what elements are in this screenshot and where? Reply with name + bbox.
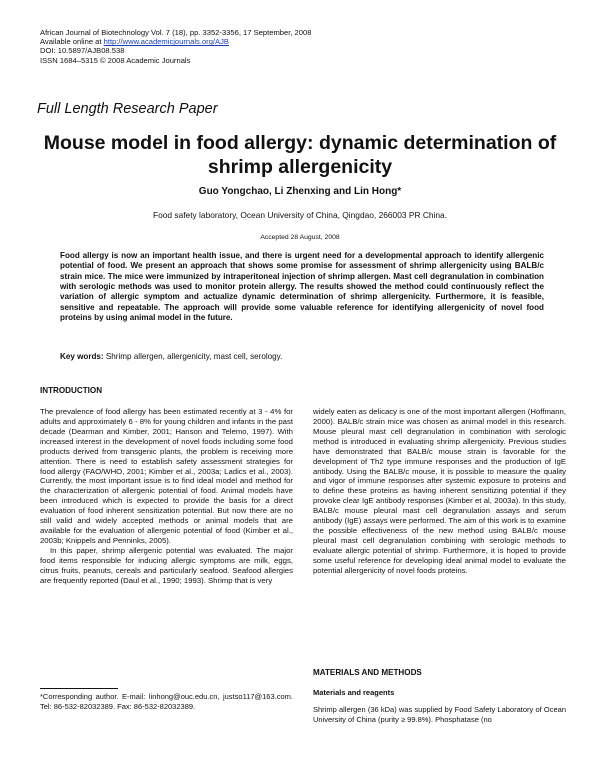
journal-header — [40, 28, 311, 65]
intro-paragraph-2: In this paper, shrimp allergenic potential was evaluated. The major food items responsible for inducing allergic symptoms are milk, eggs, citrus fruits, peanuts, cereals and particularly seafood. Seafood allergies are frequently reported (Daul et al., 1990; 1993). Shrimp that is very — [40, 545, 293, 585]
keywords-text: Shrimp allergen, allergenicity, mast cell, serology. — [103, 352, 283, 361]
methods-paragraph: Shrimp allergen (36 kDa) was supplied by Food Safety Laboratory of Ocean University of China (purity ≥ 99.8%). Phosphatase (no — [313, 705, 566, 724]
journal-citation: African Journal of Biotechnology Vol. 7 (18), pp. 3352-3356, 17 September, 2008 — [40, 28, 312, 37]
paper-title: Mouse model in food allergy: dynamic determination of shrimp allergenicity — [43, 132, 557, 178]
footnote-divider — [40, 688, 118, 689]
issn-line: ISSN 1684–5315 © 2008 Academic Journals — [40, 55, 191, 65]
abstract: Food allergy is now an important health issue, and there is urgent need for a developmental approach to identify allergenic potential of food. We present an approach that shows some promise for assessment of shrimp allergenicity using BALB/c strain mice. The mice were immunized by intraperitoneal injection of shrimp allergen. Mast cell degranulation in combination with serologic methods was used to monitor protein allergy. The results showed the method could continuously reflect the variation of allergic symptom and actualize dynamic determination of shrimp allergenicity. Furthermore, it is feasible, sensitive and repeatable. The approach will provide some valuable reference for identifying allergenicity of novel food proteins by using animal model in the future. — [60, 251, 544, 323]
intro-paragraph-1: The prevalence of food allergy has been estimated recently at 3 - 4% for adults and approximately 6 - 8% for young children and infants in the past decade (Dearman and Kimber, 2001; Hanson and Telemo, 1997). With increased interest in the development of novel foods including some food products derived from transgenic plants, the problem is receiving more attention. There is need to establish safety assessment strategies for food allergy (FAO/WHO, 2001; Kimber et al., 2003a; Ladics et al., 2003). Currently, the most important issue is to find ideal model and method for the characterization of allergenic potential of food. Animal models have been introduced which is expected to provide the basis for a direct evaluation of food inherent sensitization potential. But now there are no still valid and widely accepted methods or animal models that are available for the evaluation of allergenic potential of food (Kimber et al., 2003b; Knippels and Penninks, 2005). — [40, 407, 293, 545]
availability-line — [40, 37, 311, 46]
keywords — [60, 352, 544, 361]
corresponding-author-footnote: *Corresponding author. E-mail: linhong@ouc.edu.cn, justso117@163.com. Tel: 86-532-82032389. Fax: 86-532-82032389. — [40, 692, 293, 711]
intro-paragraph-3: widely eaten as delicacy is one of the most important allergen (Hoffmann, 2000). BALB/c strain mice was chosen as animal model in this research. Mouse pleural mast cell degranulation in combination with serologic method is introduced in evaluating shrimp allergenicity. Previous studies have demonstrated that BALB/c mouse strain is favorable for the development of Th2 type immune responses and the production of IgE antibody. Using the BALB/c mouse, it is possible to measure the quality and vigor of immune responses after systemic exposure to proteins and to define these proteins as having inherent sensitizing potential if they provoke clear IgE antibody responses (Kimber et al, 2003a). In this study, BALB/c mouse pleural mast cell degranulation assays and serum antibody (IgE) assays were performed. The aim of this work is to examine the possible effectiveness of the new method using BALB/c mouse pleural mast cell degranulation combining with serologic methods to evaluate allergic potential of shrimp. Furthermore, it is hoped to provide some useful reference for developing ideal animal model to evaluate the potential allergenicity of novel foods proteins. — [313, 407, 566, 575]
accepted-date: Accepted 28 August, 2008 — [260, 234, 340, 241]
authors: Guo Yongchao, Li Zhenxing and Lin Hong* — [198, 186, 402, 197]
keywords-label: Key words: — [60, 352, 104, 361]
introduction-heading: INTRODUCTION — [40, 386, 103, 395]
affiliation: Food safety laboratory, Ocean University of China, Qingdao, 266003 PR China. — [152, 210, 448, 220]
availability-label: Available online at — [40, 37, 104, 47]
right-column — [313, 407, 566, 576]
doi-line: DOI: 10.5897/AJB08.538 — [40, 46, 125, 56]
methods-subheading: Materials and reagents — [313, 688, 395, 697]
left-column — [40, 407, 293, 586]
journal-link[interactable]: http://www.academicjournals.org/AJB — [103, 37, 229, 47]
paper-type: Full Length Research Paper — [37, 101, 218, 117]
methods-heading: MATERIALS AND METHODS — [313, 668, 422, 677]
